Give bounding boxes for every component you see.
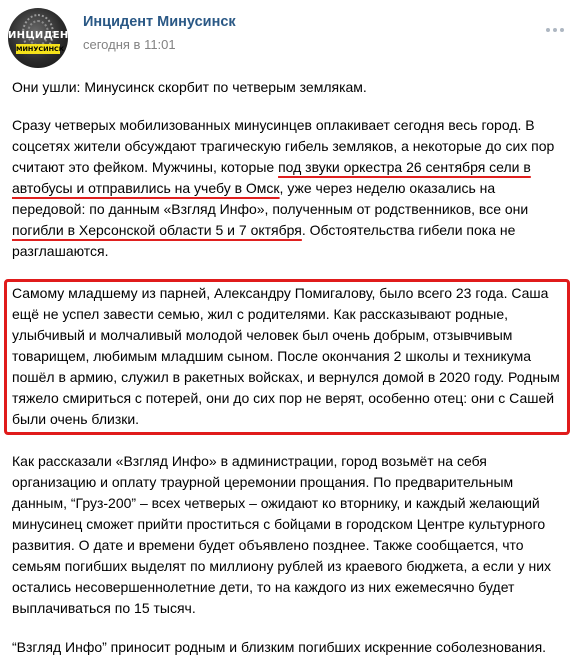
avatar-city: МИНУСИНСК bbox=[16, 45, 65, 53]
post-paragraph-5: “Взгляд Инфо” приносит родным и близким погибших искренние соболезнования. bbox=[12, 639, 547, 655]
post-header bbox=[0, 0, 581, 74]
post-paragraph-2 bbox=[12, 115, 572, 262]
underlined-phrase-bus: под звуки оркестра 26 сентября сели в автобусы и отправились на учебу в Омск bbox=[12, 159, 531, 196]
group-name-link[interactable]: Инцидент Минусинск bbox=[83, 14, 236, 30]
post-paragraph-4: Как рассказали «Взгляд Инфо» в администрации, город возьмёт на себя организацию и оплату траурной церемонии прощания. По предварительным данным, “Груз-200” – всех четверых – ожидают ко вторнику, и каждый желающий минусинец сможет прийти проститься с бойцами в городском Центре культурного развития. О дате и времени будет объявлено позднее. Также сообщается, что семьям погибших выделят по миллиону рублей из краевого бюджета, а если у них остались несовершеннолетние дети, то на каждого из них ежемесячно будет выплачиваться по 15 тысяч. bbox=[12, 453, 552, 616]
underlined-phrase-kherson: погибли в Херсонской области 5 и 7 октября bbox=[12, 222, 302, 238]
group-avatar[interactable] bbox=[8, 8, 76, 68]
post-timestamp[interactable]: сегодня в 11:01 bbox=[83, 37, 176, 52]
avatar-title: ИНЦИДЕНТ bbox=[8, 30, 76, 41]
p2-text-c: , уже через неделю оказались на передовой: по данным «Взгляд Инфо», полученным от родственников, все они bbox=[12, 180, 529, 217]
p2-text-a: Сразу четверых мобилизованных минусинцев оплакивает сегодня весь город. В соцсетях жители обсуждают трагическую гибель земляков, а некоторые до сих пор считают это фейком. Мужчины, которые bbox=[12, 117, 555, 175]
more-options-icon[interactable] bbox=[546, 26, 566, 34]
p2-text-e: . Обстоятельства гибели пока не разглашаются. bbox=[12, 222, 516, 259]
post-paragraph-1: Они ушли: Минусинск скорбит по четверым землякам. bbox=[12, 79, 367, 95]
post-paragraph-3: Самому младшему из парней, Александру Помигалову, было всего 23 года. Саша ещё не успел завести семью, жил с родителями. Как рассказывают родные, улыбчивый и молчаливый молодой человек был очень добрым, отзывчивым товарищем, любимым младшим сыном. После окончания 2 школы и техникума пошёл в армию, служил в ракетных войсках, и вернулся домой в 2020 году. Родным тяжело смириться с потерей, они до сих пор не верят, особенно отец: они с Сашей были очень близки. bbox=[12, 285, 560, 427]
